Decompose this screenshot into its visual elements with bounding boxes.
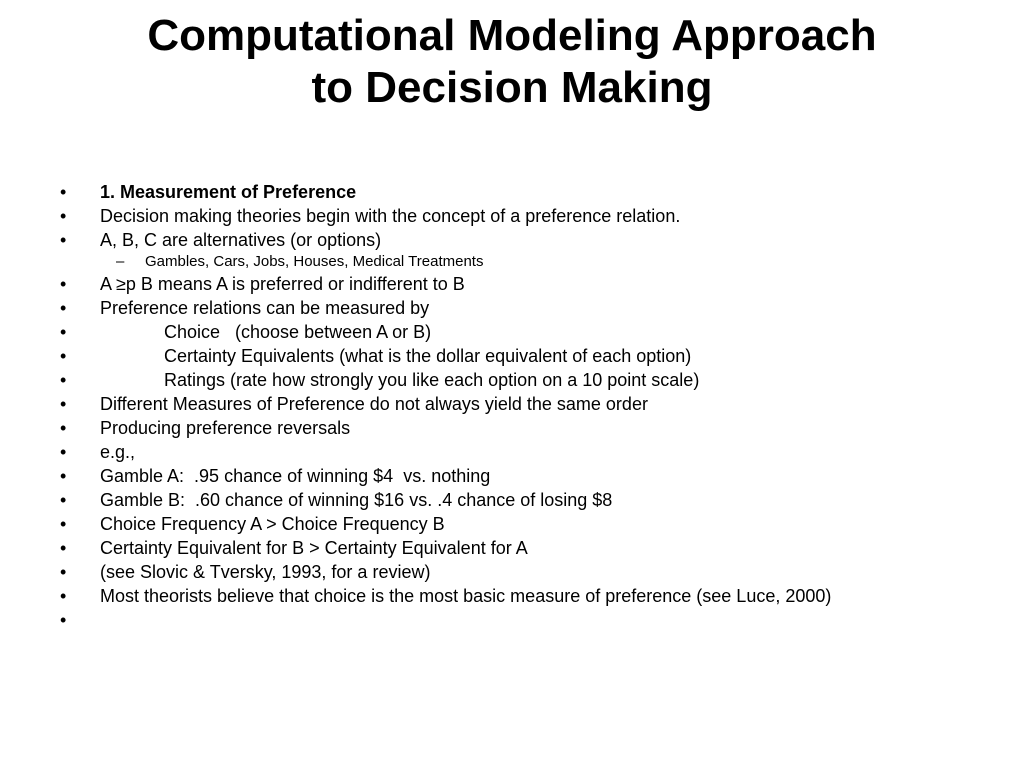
bullet-item	[0, 512, 1024, 536]
bullet-item	[0, 272, 1024, 296]
bullet-text: Ratings (rate how strongly you like each option on a 10 point scale)	[164, 370, 700, 390]
bullet-marker: •	[60, 322, 67, 342]
bullet-item	[0, 296, 1024, 320]
bullet-marker: •	[60, 442, 67, 462]
bullet-text: Decision making theories begin with the concept of a preference relation.	[100, 206, 681, 226]
bullet-text: Gamble A: .95 chance of winning $4 vs. nothing	[100, 466, 491, 486]
bullet-item	[0, 180, 1024, 204]
bullet-marker: •	[60, 274, 67, 294]
bullet-item	[0, 440, 1024, 464]
bullet-marker: •	[60, 346, 67, 366]
bullet-text: A, B, C are alternatives (or options)	[100, 230, 382, 250]
bullet-marker: •	[60, 394, 67, 414]
bullet-marker: •	[60, 466, 67, 486]
title-line-2: to Decision Making	[311, 63, 713, 112]
sub-bullet-marker: –	[116, 253, 125, 270]
bullet-item	[0, 488, 1024, 512]
bullet-item	[0, 204, 1024, 228]
bullet-marker: •	[60, 206, 67, 226]
bullet-marker: •	[60, 586, 67, 606]
bullet-text: Producing preference reversals	[100, 418, 351, 438]
bullet-marker: •	[60, 298, 67, 318]
bullet-text: Certainty Equivalent for B > Certainty Equivalent for A	[100, 538, 528, 558]
bullet-marker: •	[60, 182, 67, 202]
bullet-item	[0, 392, 1024, 416]
bullet-item	[0, 368, 1024, 392]
slide-title	[0, 10, 1024, 114]
bullet-marker: •	[60, 370, 67, 390]
sub-bullet-text: Gambles, Cars, Jobs, Houses, Medical Treatments	[145, 253, 484, 270]
bullet-marker: •	[60, 514, 67, 534]
bullet-text: Choice Frequency A > Choice Frequency B	[100, 514, 445, 534]
bullet-marker: •	[60, 562, 67, 582]
bullet-text: Gamble B: .60 chance of winning $16 vs. .4 chance of losing $8	[100, 490, 613, 510]
bullet-marker: •	[60, 610, 67, 630]
bullet-item	[0, 416, 1024, 440]
bullet-text: e.g.,	[100, 442, 136, 462]
title-line-1: Computational Modeling Approach	[147, 11, 877, 60]
bullet-item	[0, 584, 1024, 608]
bullet-item	[0, 560, 1024, 584]
bullet-item	[0, 464, 1024, 488]
bullet-text: Different Measures of Preference do not always yield the same order	[100, 394, 648, 414]
sub-bullet-item	[0, 252, 1024, 272]
bullet-marker: •	[60, 490, 67, 510]
bullet-text: Certainty Equivalents (what is the dollar equivalent of each option)	[164, 346, 692, 366]
empty-bullet-item	[0, 608, 1024, 632]
bullet-text: (see Slovic & Tversky, 1993, for a review)	[100, 562, 431, 582]
bullet-list	[0, 180, 1024, 632]
bullet-item	[0, 228, 1024, 252]
bullet-item	[0, 344, 1024, 368]
bullet-item	[0, 320, 1024, 344]
bullet-marker: •	[60, 418, 67, 438]
bullet-marker: •	[60, 538, 67, 558]
bullet-item	[0, 536, 1024, 560]
bullet-text: Preference relations can be measured by	[100, 298, 430, 318]
bullet-text: 1. Measurement of Preference	[100, 182, 357, 202]
bullet-text: A ≥p B means A is preferred or indifferent to B	[100, 274, 465, 294]
bullet-text: Choice (choose between A or B)	[164, 322, 432, 342]
bullet-text: Most theorists believe that choice is the most basic measure of preference (see Luce, 2000)	[100, 586, 832, 606]
bullet-marker: •	[60, 230, 67, 250]
